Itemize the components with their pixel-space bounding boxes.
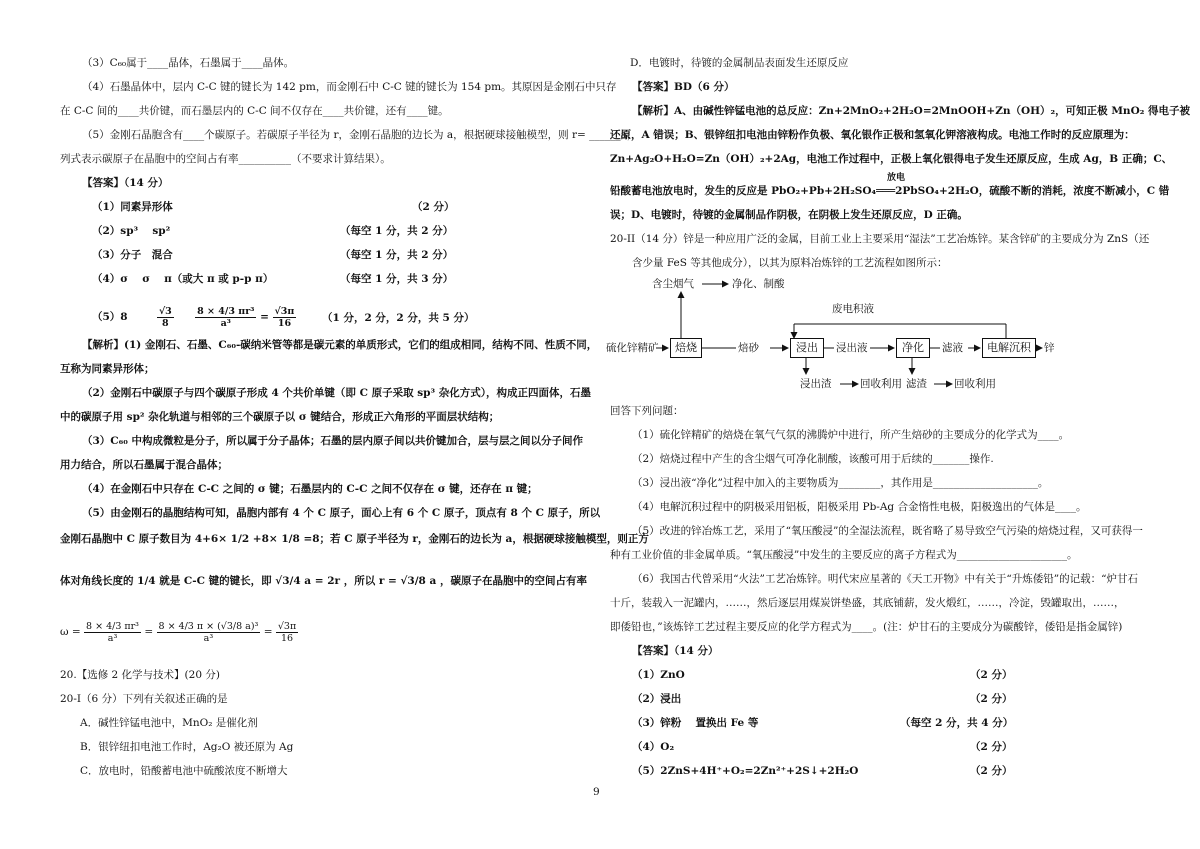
sub-question-2: （2）焙烧过程中产生的含尘烟气可净化制酸，该酸可用于后续的_______操作.: [632, 453, 994, 465]
answer-20-ii-1: （1）ZnO: [632, 669, 685, 681]
answer-20-ii-3: （3）锌粉 置换出 Fe 等: [632, 717, 759, 729]
omega-fraction-1: $\frac{\text{8 × 4/3 πr³}}{\text{a³}}$: [86, 620, 139, 644]
option-d: D．电镀时，待镀的金属制品表面发生还原反应: [630, 57, 849, 69]
answer-1: （1）同素异形体: [92, 201, 173, 213]
analysis-line2: 还原，A 错误；B、银锌纽扣电池由锌粉作负极、氧化银作正极和氢氧化钾溶液构成。电池工作时的反应原理为：: [610, 129, 1135, 141]
question-20-ii-line1: 20-II（14 分）锌是一种应用广泛的金属，目前工业上主要采用“湿法”工艺冶炼锌。某含锌矿的主要成分为 ZnS（还: [610, 233, 1150, 245]
explanation-2-line2: 中的碳原子用 sp² 杂化轨道与相邻的三个碳原子以 σ 键结合，形成正六角形的平面层状结构；: [60, 411, 500, 423]
explanation-2-line1: （2）金刚石中碳原子与四个碳原子形成 4 个共价单键（即 C 原子采取 sp³ 杂化方式），构成正四面体，石墨: [82, 387, 592, 399]
fraction-occupancy: $\frac{√3\pi}{16}$: [274, 305, 295, 329]
answer-20-ii-4-points: （2 分）: [970, 741, 1013, 753]
flow-step-purify: 净化: [896, 338, 930, 358]
question-5-line1: （5）金刚石晶胞含有____个碳原子。若碳原子半径为 r，金刚石晶胞的边长为 a，根据硬球接触模型，则 r= ______a，: [82, 129, 638, 141]
question-20-ii-line2: 含少量 FeS 等其他成分），以其为原料冶炼锌的工艺流程如图所示：: [632, 257, 948, 269]
answer-20-ii-1-points: （2 分）: [970, 669, 1013, 681]
sub-question-6-line1: （6）我国古代曾采用“火法”工艺冶炼锌。明代宋应星著的《天工开物》中有关于“升炼倭铅”的记载：“炉甘石: [632, 573, 1139, 585]
answer-20-ii-heading: 【答案】（14 分）: [632, 645, 719, 657]
explanation-3-line1: （3）C₆₀ 中构成微粒是分子，所以属于分子晶体；石墨的层内原子间以共价键加合，层与层之间以分子间作: [82, 435, 584, 447]
section-20-heading: 20.【选修 2 化学与技术】(20 分): [60, 669, 220, 681]
flow-acid-making: 净化、制酸: [732, 278, 785, 290]
flow-leach-residue: 浸出渣: [800, 378, 832, 390]
flow-waste-liquid: 废电积液: [832, 303, 874, 315]
explanation-4: （4）在金刚石中只存在 C-C 之间的 σ 键；石墨层内的 C-C 之间不仅存在 σ 键，还存在 π 键；: [82, 483, 538, 495]
explanation-3-line2: 用力结合，所以石墨属于混合晶体；: [60, 459, 228, 471]
sub-question-4: （4）电解沉积过程中的阴极采用铝板，阳极采用 Pb-Ag 合金惰性电极，阳极逸出的气体是____。: [632, 501, 1087, 513]
answer-4: （4）σ σ π（或大 π 或 p-p π）: [92, 273, 274, 285]
answer-5-label: （5）8: [92, 311, 128, 323]
answer-3: （3）分子 混合: [92, 249, 173, 261]
question-3: （3）C₆₀属于____晶体，石墨属于____晶体。: [82, 57, 295, 69]
explanation-1-line2: 互称为同素异形体；: [60, 363, 155, 375]
omega-fraction-3: $\frac{√3\pi}{16}$: [277, 620, 297, 644]
answer-5: （5）8 $\frac{√3}{8}$ $\frac{\text{8 × 4/3 πr³}}{\text{a³}}$ = $\frac{√3\pi}{16}$: [92, 305, 295, 329]
discharge-label: 放电: [887, 173, 906, 183]
flow-step-leach: 浸出: [790, 338, 824, 358]
answer-prompt: 回答下列问题：: [610, 405, 684, 417]
sub-question-6-line2: 十斤，装载入一泥罐内，……，然后逐层用煤炭饼垫盛，其底铺薪，发火煅红，……，冷淀，毁罐取出，……，: [610, 597, 1125, 609]
sub-question-5-line1: （5）改进的锌冶炼工艺，采用了“氧压酸浸”的全湿法流程，既省略了易导致空气污染的焙烧过程，又可获得一: [632, 525, 1143, 537]
answer-1-points: （2 分）: [412, 201, 455, 213]
explanation-1-line1: 【解析】(1) 金刚石、石墨、C₆₀-碳纳米管等都是碳元素的单质形式，它们的组成相同，结构不同、性质不同，: [82, 339, 598, 351]
flow-leachate: 浸出液: [836, 342, 868, 354]
page-number: 9: [593, 786, 600, 798]
answer-20-ii-3-points: （每空 2 分，共 4 分）: [900, 717, 1014, 729]
answer-5-points: （1 分，2 分，2 分，共 5 分）: [322, 312, 475, 324]
option-a: A．碱性锌锰电池中，MnO₂ 是催化剂: [80, 717, 258, 729]
answer-3-points: （每空 1 分，共 2 分）: [340, 249, 454, 261]
flow-zinc-product: 锌: [1044, 342, 1055, 354]
answer-2: （2）sp³ sp²: [92, 225, 171, 237]
explanation-5-line3: 体对角线长度的 1/4 就是 C-C 键的键长，即 √3/4 a = 2r ，所以 r = √3/8 a ，碳原子在晶胞中的空间占有率: [60, 575, 587, 587]
option-c: C．放电时，铅酸蓄电池中硫酸浓度不断增大: [80, 765, 288, 777]
flow-filter-residue: 滤渣: [906, 378, 927, 390]
flow-step-roast: 焙烧: [670, 338, 702, 358]
analysis-line5: 误；D、电镀时，待镀的金属制品作阴极，在阴极上发生还原反应，D 正确。: [610, 209, 968, 221]
sub-question-1: （1）硫化锌精矿的焙烧在氧气气氛的沸腾炉中进行，所产生焙砂的主要成分的化学式为____。: [632, 429, 1070, 441]
answer-heading: 【答案】（14 分）: [82, 177, 169, 189]
sub-question-6-line3: 即倭铅也，”该炼锌工艺过程主要反应的化学方程式为____。(注：炉甘石的主要成分为碳酸锌，倭铅是指金属锌): [610, 621, 1123, 633]
question-4-line2: 在 C-C 间的____共价键，而石墨层内的 C-C 间不仅存在____共价键，还有____键。: [60, 105, 449, 117]
answer-20-ii-5: （5）2ZnS+4H⁺+O₂=2Zn²⁺+2S↓+2H₂O: [632, 765, 859, 777]
flow-step-electrowinning: 电解沉积: [982, 338, 1036, 358]
answer-20-ii-2: （2）浸出: [632, 693, 682, 705]
question-20-i: 20-I（6 分）下列有关叙述正确的是: [60, 693, 228, 705]
answer-20-i: 【答案】BD（6 分）: [632, 81, 735, 93]
flow-zinc-ore: 硫化锌精矿: [606, 342, 659, 354]
explanation-5-line2: 金刚石晶胞中 C 原子数目为 4+6× 1/2 +8× 1/8 =8；若 C 原子半径为 r，金刚石的边长为 a，根据硬球接触模型，则正方: [60, 533, 649, 545]
answer-20-ii-5-points: （2 分）: [970, 765, 1013, 777]
analysis-line3: Zn+Ag₂O+H₂O=Zn（OH）₂+2Ag，电池工作过程中，正极上氧化银得电子发生还原反应，生成 Ag，B 正确；C、: [610, 153, 1173, 165]
flow-recycle-1: 回收利用: [860, 378, 902, 390]
explanation-5-line1: （5）由金刚石的晶胞结构可知，晶胞内部有 4 个 C 原子，面心上有 6 个 C 原子，顶点有 8 个 C 原子，所以: [82, 507, 601, 519]
fraction-volume: $\frac{\text{8 × 4/3 πr³}}{\text{a³}}$: [197, 305, 255, 329]
flow-calcine: 焙砂: [738, 342, 759, 354]
answer-20-ii-2-points: （2 分）: [970, 693, 1013, 705]
answer-2-points: （每空 1 分，共 2 分）: [340, 225, 454, 237]
omega-fraction-2: $\frac{\text{8 × 4/3 π × (√3/8 a)³}}{\text{a³}}$: [158, 620, 259, 644]
sub-question-5-line2: 种有工业价值的非金属单质。“氧压酸浸”中发生的主要反应的离子方程式为_____________________。: [610, 549, 1078, 561]
flow-recycle-2: 回收利用: [954, 378, 996, 390]
occupancy-formula: ω = $\frac{\text{8 × 4/3 πr³}}{\text{a³}}$ = $\frac{\text{8 × 4/3 π × (√3/8 a)³}}{\text{a³}}$ = $\frac{√3\pi}{16}$: [60, 620, 297, 644]
answer-20-ii-4: （4）O₂: [632, 741, 675, 753]
answer-4-points: （每空 1 分，共 3 分）: [340, 273, 454, 285]
analysis-line4: 铅酸蓄电池放电时，发生的反应是 PbO₂+Pb+2H₂SO₄═══2PbSO₄+2H₂O，硫酸不断的消耗，浓度不断减小，C 错: [610, 185, 1170, 197]
process-flow-diagram: [606, 272, 1180, 402]
flow-filtrate: 滤液: [942, 342, 963, 354]
analysis-line1: 【解析】A、由碱性锌锰电池的总反应：Zn+2MnO₂+2H₂O=2MnOOH+Zn（OH）₂，可知正极 MnO₂ 得电子被: [632, 105, 1190, 117]
option-b: B．银锌纽扣电池工作时，Ag₂O 被还原为 Ag: [80, 741, 294, 753]
fraction-r-over-a: $\frac{√3}{8}$: [158, 305, 172, 329]
flow-dust-gas: 含尘烟气: [652, 278, 694, 290]
question-5-line2: 列式表示碳原子在晶胞中的空间占有率__________（不要求计算结果）。: [60, 153, 391, 165]
sub-question-3: （3）浸出液“净化”过程中加入的主要物质为________，其作用是____________________。: [632, 477, 1049, 489]
question-4-line1: （4）石墨晶体中，层内 C-C 键的键长为 142 pm，而金刚石中 C-C 键的键长为 154 pm。其原因是金刚石中只存: [82, 81, 617, 93]
